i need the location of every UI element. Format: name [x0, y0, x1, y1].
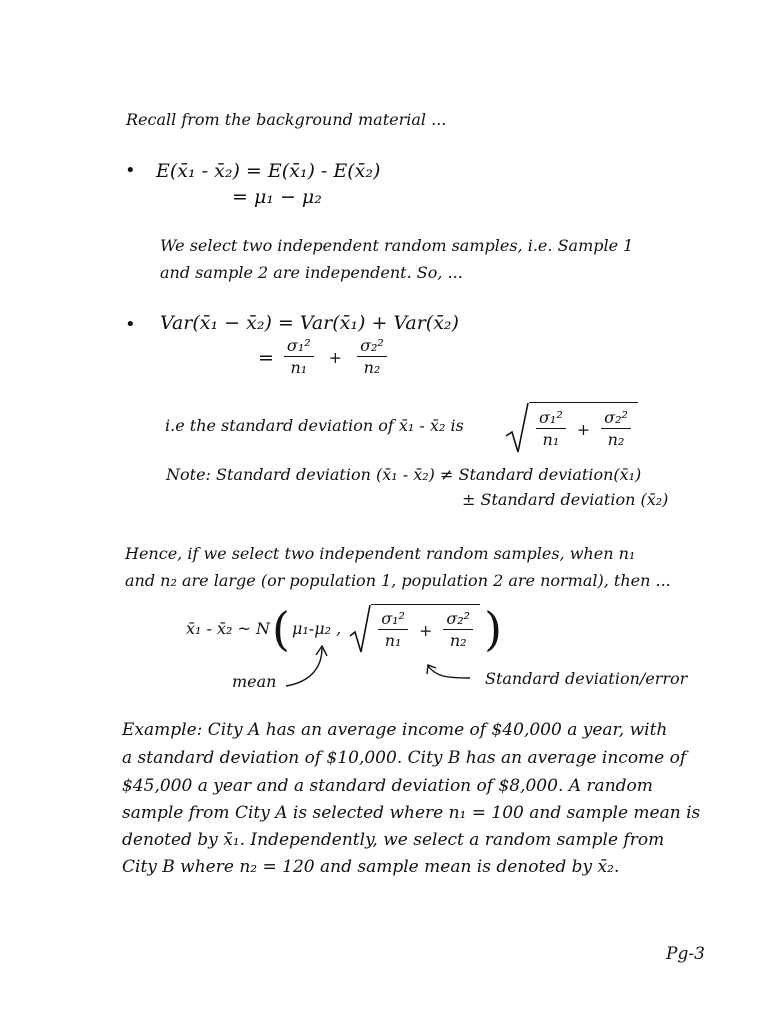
sd-num-1: σ₁² — [536, 409, 566, 429]
variance-den-1: n₁ — [290, 358, 308, 377]
distribution-sqrt — [349, 604, 480, 654]
variance-fraction-1 — [284, 337, 314, 378]
example-line-2: a standard deviation of $10,000. City B has an average income of — [122, 748, 687, 768]
sd-plus: + — [576, 419, 591, 439]
mean-arrow-icon — [280, 640, 340, 692]
distribution-fraction-2 — [443, 610, 473, 651]
hence-line-2: and n₂ are large (or population 1, population 2 are normal), then ... — [125, 571, 671, 590]
variance-den-2: n₂ — [363, 358, 381, 377]
page-number: Pg-3 — [666, 944, 705, 964]
distribution-left-paren: ( — [272, 602, 290, 656]
sd-den-1: n₁ — [542, 430, 560, 449]
distribution-num-2: σ₂² — [443, 610, 473, 630]
example-line-6: City B where n₂ = 120 and sample mean is denoted by x̄₂. — [122, 857, 620, 877]
example-line-1: Example: City A has an average income of $40,000 a year, with — [122, 720, 668, 740]
variance-fraction-sum — [258, 337, 390, 378]
example-line-5: denoted by x̄₁. Independently, we select a random sample from — [122, 830, 665, 850]
variance-num-1: σ₁² — [284, 337, 314, 357]
distribution-lhs: x̄₁ - x̄₂ ~ N — [186, 619, 271, 638]
independence-line-2: and sample 2 are independent. So, ... — [160, 263, 463, 282]
distribution-den-2: n₂ — [449, 631, 467, 650]
distribution-mean: μ₁-μ₂ , — [291, 619, 342, 638]
example-line-4: sample from City A is selected where n₁ = 100 and sample mean is — [122, 803, 701, 823]
expectation-line-2: = μ₁ − μ₂ — [232, 186, 322, 208]
distribution-plus: + — [418, 620, 433, 640]
mean-label: mean — [232, 672, 277, 691]
distribution-den-1: n₁ — [384, 631, 402, 650]
sd-text: i.e the standard deviation of x̄₁ - x̄₂ is — [165, 416, 464, 435]
sd-num-2: σ₂² — [601, 409, 631, 429]
sqrt-sign-icon — [505, 402, 529, 454]
distribution-fraction-1 — [378, 610, 408, 651]
example-line-3: $45,000 a year and a standard deviation of $8,000. A random — [122, 776, 653, 796]
bullet-expectation: • — [125, 160, 136, 181]
intro-text: Recall from the background material ... — [126, 110, 447, 129]
variance-fraction-2 — [357, 337, 387, 378]
sd-fraction-1 — [536, 409, 566, 450]
distribution-num-1: σ₁² — [378, 610, 408, 630]
sd-den-2: n₂ — [607, 430, 625, 449]
distribution-right-paren: ) — [484, 602, 503, 656]
sd-fraction-2 — [601, 409, 631, 450]
variance-plus: + — [328, 347, 343, 367]
variance-equals: = — [258, 346, 274, 369]
note-line-1: Note: Standard deviation (x̄₁ - x̄₂) ≠ Standard deviation(x̄₁) — [166, 465, 642, 484]
se-arrow-icon — [424, 662, 472, 684]
hence-line-1: Hence, if we select two independent random samples, when n₁ — [125, 544, 636, 563]
variance-num-2: σ₂² — [357, 337, 387, 357]
sqrt-sign-icon — [349, 604, 371, 654]
sd-radical — [505, 402, 638, 454]
note-line-2: ± Standard deviation (x̄₂) — [462, 490, 669, 509]
se-label: Standard deviation/error — [485, 669, 688, 688]
expectation-line-1: E(x̄₁ - x̄₂) = E(x̄₁) - E(x̄₂) — [156, 160, 381, 182]
bullet-variance: • — [125, 314, 136, 335]
independence-line-1: We select two independent random samples, i.e. Sample 1 — [160, 236, 634, 255]
distribution-formula — [186, 604, 502, 654]
variance-line-1: Var(x̄₁ − x̄₂) = Var(x̄₁) + Var(x̄₂) — [160, 312, 459, 334]
sd-sqrt — [505, 402, 638, 454]
